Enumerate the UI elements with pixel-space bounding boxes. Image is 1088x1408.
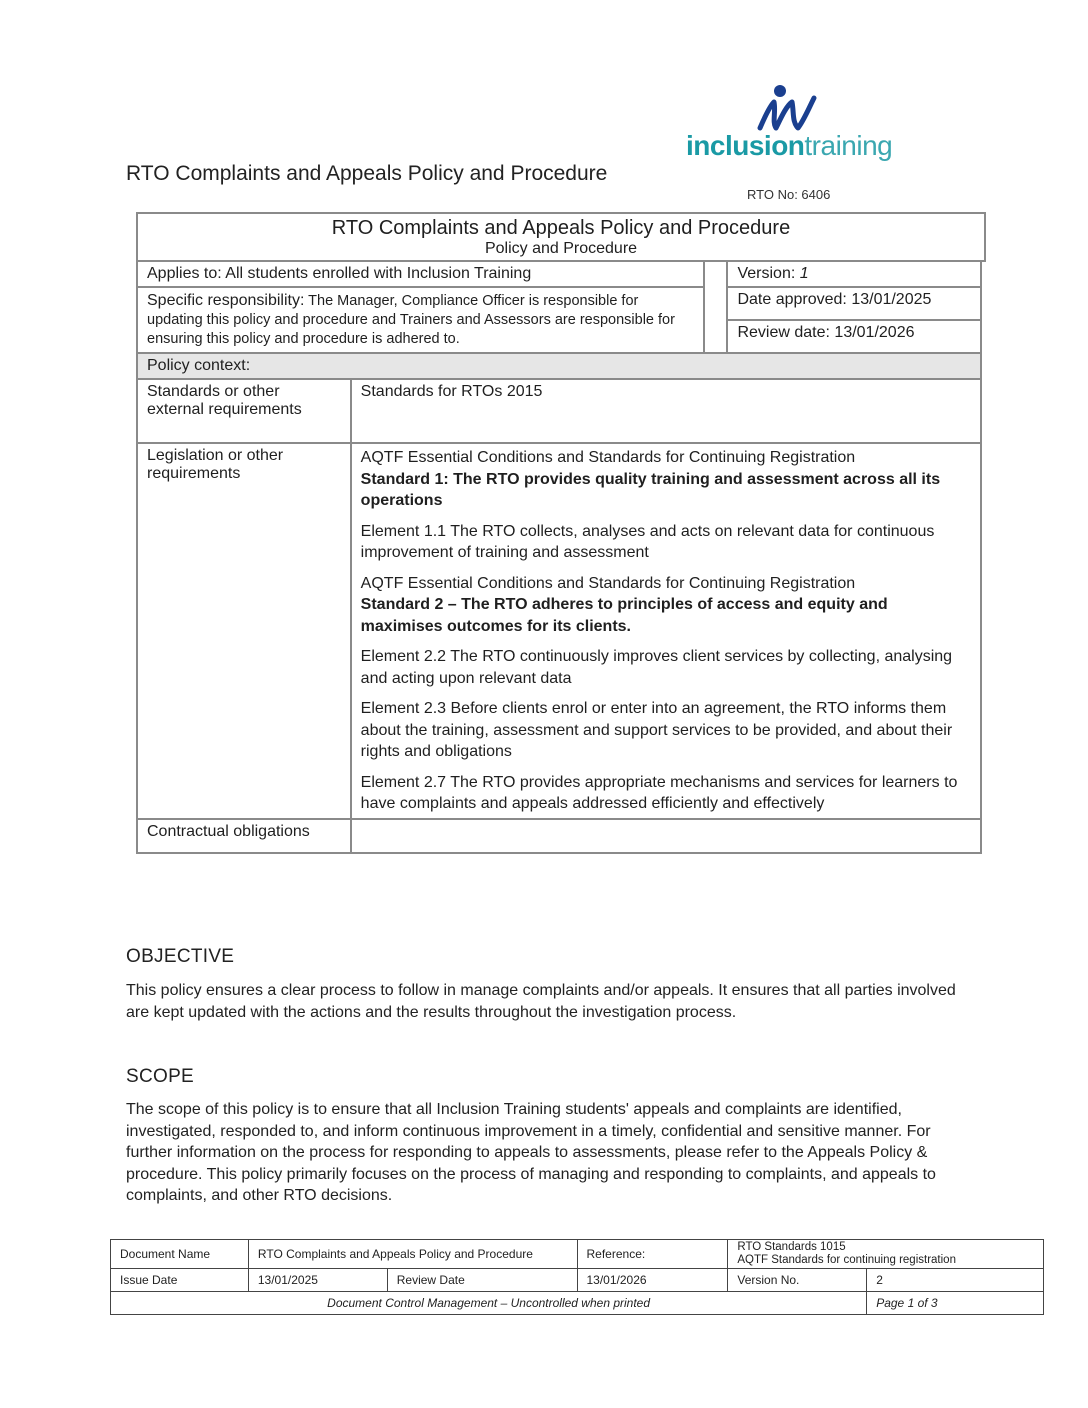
footer-doc-name-label: Document Name — [111, 1240, 249, 1269]
policy-details-table — [136, 260, 982, 854]
review-date-value: 13/01/2026 — [829, 324, 915, 341]
legislation-item — [361, 573, 971, 638]
applies-to-label: Applies to: — [147, 265, 222, 282]
legislation-item — [361, 521, 971, 564]
policy-context-row: Policy context: — [137, 353, 981, 379]
objective-heading: OBJECTIVE — [126, 946, 235, 967]
footer-issue-date-value: 13/01/2025 — [248, 1269, 387, 1292]
version-cell — [727, 261, 981, 287]
spacer-cell — [704, 261, 728, 353]
legislation-item — [361, 646, 971, 689]
scope-heading: SCOPE — [126, 1066, 195, 1087]
specific-responsibility-cell — [137, 287, 704, 353]
applies-to-value: All students enrolled with Inclusion Training — [221, 265, 532, 282]
policy-table-subtitle: Policy and Procedure — [484, 240, 638, 257]
scope-body: The scope of this policy is to ensure that all Inclusion Training students' appeals and complaints are identified, investigated, responded to, and inform continuous improvement in a timely, confidential and sensitive manner. For further information on the process for responding to appeals to assessments, please refer to the Appeals Policy & procedure. This policy primarily focuses on the process of managing and responding to complaints, and appeals to complaints, and other RTO decisions. — [126, 1101, 936, 1204]
policy-table-header — [136, 212, 986, 262]
policy-table-title: RTO Complaints and Appeals Policy and Procedure — [331, 217, 791, 239]
legislation-item — [361, 772, 971, 815]
brand-logo-text — [686, 130, 892, 162]
legislation-list — [351, 443, 981, 819]
objective-body: This policy ensures a clear process to follow in manage complaints and/or appeals. It ensures that all parties involved are kept updated with the actions and the results throughout the investigation process. — [126, 982, 956, 1021]
legislation-item-standard: Standard 1: The RTO provides quality training and assessment across all its operations — [360, 470, 941, 509]
inclusion-logo-icon — [752, 84, 822, 136]
footer-page-number: Page 1 of 3 — [867, 1292, 1044, 1315]
footer-reference-label: Reference: — [577, 1240, 728, 1269]
footer-reference-line: RTO Standards 1015 — [737, 1241, 846, 1253]
rto-number: RTO No: 6406 — [747, 187, 831, 202]
legislation-item — [361, 447, 971, 512]
policy-table — [136, 212, 986, 854]
legislation-item — [361, 698, 971, 763]
footer-reference-line: AQTF Standards for continuing registration — [737, 1254, 956, 1266]
footer-version-label: Version No. — [728, 1269, 867, 1292]
specific-responsibility-value: The Manager, Compliance Officer is responsible for updating this policy and procedure and Trainers and Assessors are responsible for ensuring this policy and procedure is adhered to. — [147, 293, 675, 347]
document-title: RTO Complaints and Appeals Policy and Procedure — [126, 162, 608, 185]
legislation-item-standard: Standard 2 – The RTO adheres to principles of access and equity and maximises outcomes for its clients. — [360, 596, 888, 635]
brand-bold: inclusion — [686, 130, 805, 161]
date-approved-cell — [727, 287, 981, 320]
footer-review-date-label: Review Date — [387, 1269, 577, 1292]
applies-to-cell — [137, 261, 704, 287]
standards-label: Standards or other external requirements — [137, 379, 351, 443]
specific-responsibility-label: Specific responsibility: — [147, 292, 305, 309]
legislation-item-text: Element 2.2 The RTO continuously improves client services by collecting, analysing and acting upon relevant data — [360, 648, 953, 687]
contractual-label: Contractual obligations — [137, 819, 351, 853]
review-date-label: Review date: — [737, 324, 830, 341]
footer-issue-date-label: Issue Date — [111, 1269, 249, 1292]
brand-light: training — [804, 130, 893, 161]
footer-review-date-value: 13/01/2026 — [577, 1269, 728, 1292]
version-value: 1 — [795, 265, 809, 282]
date-approved-label: Date approved: — [737, 291, 847, 308]
version-label: Version: — [737, 265, 796, 282]
legislation-item-text: Element 1.1 The RTO collects, analyses and acts on relevant data for continuous improvement of training and assessment — [360, 522, 935, 561]
legislation-item-text: AQTF Essential Conditions and Standards for Continuing Registration — [360, 574, 856, 592]
footer-version-value: 2 — [867, 1269, 1044, 1292]
document-control-footer — [110, 1239, 1044, 1315]
legislation-label: Legislation or other requirements — [137, 443, 351, 819]
footer-reference-value — [728, 1240, 1044, 1269]
footer-doc-name-value: RTO Complaints and Appeals Policy and Procedure — [248, 1240, 577, 1269]
legislation-item-text: Element 2.7 The RTO provides appropriate mechanisms and services for learners to have complaints and appeals addressed efficiently and effectively — [360, 773, 958, 812]
date-approved-value: 13/01/2025 — [846, 291, 932, 308]
legislation-item-text: AQTF Essential Conditions and Standards for Continuing Registration — [360, 449, 856, 466]
legislation-item-text: Element 2.3 Before clients enrol or enter into an agreement, the RTO informs them about the training, assessment and support services to be provided, and about their rights and obligations — [360, 700, 953, 760]
standards-value: Standards for RTOs 2015 — [351, 379, 981, 443]
footer-control-text: Document Control Management – Uncontrolled when printed — [111, 1292, 867, 1315]
review-date-cell — [727, 320, 981, 353]
contractual-value — [351, 819, 981, 853]
